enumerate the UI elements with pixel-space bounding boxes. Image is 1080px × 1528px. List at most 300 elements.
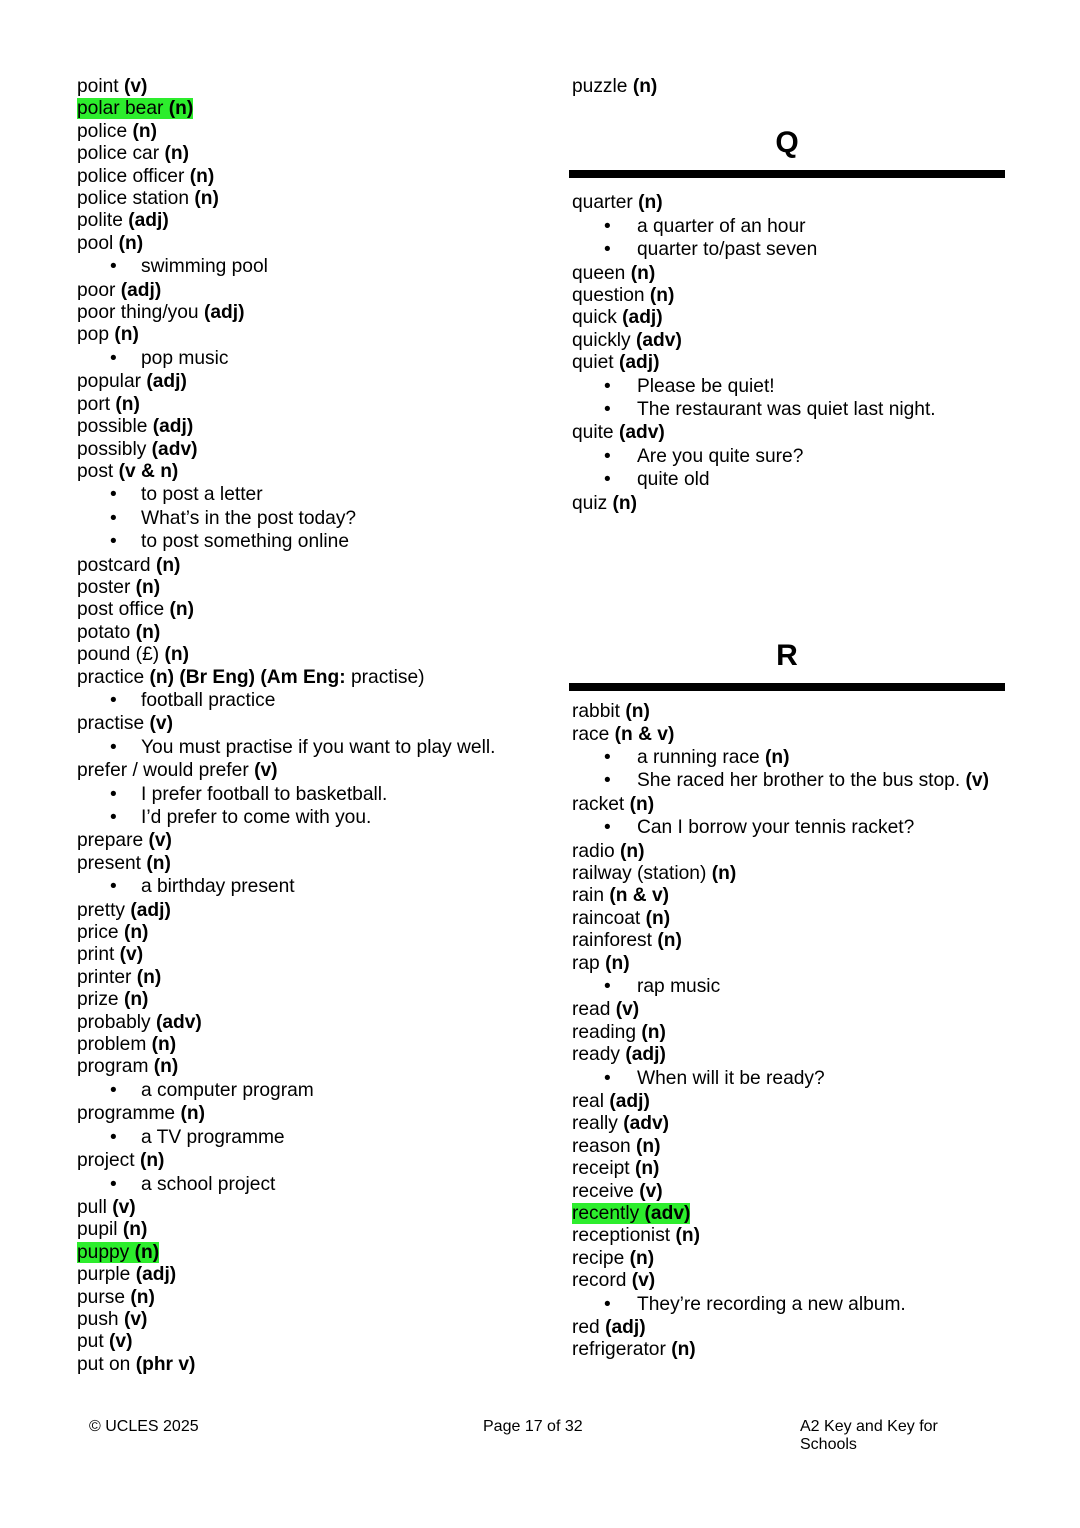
part-of-speech: (n) — [180, 1103, 205, 1125]
bullet-icon: • — [110, 736, 117, 758]
example-text: She raced her brother to the bus stop. — [637, 770, 966, 792]
headword: red — [572, 1317, 600, 1339]
headword: rap — [572, 952, 600, 974]
entry — [77, 1150, 547, 1172]
example-item — [572, 747, 1042, 769]
entry — [572, 841, 1042, 863]
entry — [77, 233, 547, 255]
entry — [572, 307, 1042, 329]
headword: quiz — [572, 492, 608, 514]
headword: receipt — [572, 1158, 630, 1180]
example-item — [572, 446, 1042, 468]
headword: receive — [572, 1180, 634, 1202]
headword-group — [572, 1136, 661, 1157]
headword: practice — [77, 666, 145, 688]
headword: real — [572, 1091, 604, 1112]
headword-group — [77, 644, 189, 665]
example-item — [77, 1080, 541, 1102]
part-of-speech: (n) — [139, 1150, 165, 1172]
example-item — [77, 531, 541, 553]
entry — [77, 98, 547, 120]
entry — [572, 263, 1042, 285]
entry — [572, 930, 1042, 952]
headword-group — [572, 1044, 666, 1065]
part-of-speech: (n) — [153, 1056, 179, 1078]
headword: quarter — [572, 192, 633, 214]
headword: recipe — [572, 1247, 625, 1269]
right-top-entries — [572, 76, 1042, 98]
headword: pool — [77, 232, 114, 254]
entry — [77, 439, 547, 461]
highlighted-headword — [77, 1242, 159, 1263]
example-item — [572, 1068, 1042, 1090]
headword-group — [77, 922, 148, 943]
headword-group — [77, 1219, 147, 1240]
headword: printer — [77, 966, 132, 988]
headword-group — [572, 307, 663, 328]
part-of-speech: (n) — [638, 192, 663, 214]
headword-group — [572, 76, 657, 97]
part-of-speech: (n) — [130, 1286, 155, 1308]
bullet-icon: • — [604, 375, 611, 397]
headword-group — [77, 1150, 164, 1171]
headword-group — [77, 121, 157, 142]
part-of-speech: (n) — [135, 576, 161, 598]
bullet-icon: • — [110, 507, 117, 529]
bullet-icon: • — [604, 817, 611, 839]
headword-group — [77, 1287, 155, 1308]
headword: racket — [572, 793, 625, 815]
example-text: When will it be ready? — [637, 1067, 825, 1089]
headword: radio — [572, 840, 615, 862]
example-item — [572, 469, 1042, 491]
entry — [77, 394, 547, 416]
right-column — [572, 76, 1042, 1362]
entry — [572, 1203, 1042, 1225]
headword-group — [77, 1034, 176, 1055]
part-of-speech: (adj) — [146, 371, 187, 393]
part-of-speech: (adj) — [203, 302, 245, 324]
entry — [572, 1091, 1042, 1113]
part-of-speech: (n & v) — [609, 885, 670, 907]
headword: polite — [77, 210, 123, 232]
entry — [572, 1339, 1042, 1361]
headword-group — [77, 1331, 132, 1352]
bullet-icon: • — [110, 256, 117, 278]
entry — [77, 853, 547, 875]
entry — [77, 1056, 547, 1078]
entry — [572, 885, 1042, 907]
headword-group — [572, 1091, 650, 1112]
part-of-speech: (n) — [132, 120, 157, 142]
headword: price — [77, 922, 119, 944]
entry — [77, 1197, 547, 1219]
headword-group — [572, 1248, 654, 1269]
headword: possible — [77, 416, 148, 438]
headword-group — [77, 280, 161, 301]
headword-group — [77, 461, 178, 482]
part-of-speech: (adv) — [155, 1011, 202, 1033]
headword-group — [572, 1339, 696, 1360]
part-of-speech: (n) — [657, 930, 682, 952]
part-of-speech: (adj) — [130, 899, 171, 921]
headword: prepare — [77, 830, 144, 852]
example-item — [572, 976, 1042, 998]
part-of-speech: (n) — [671, 1339, 696, 1361]
bullet-icon: • — [110, 347, 117, 369]
entry — [77, 166, 547, 188]
example-part-of-speech: (n) — [765, 746, 790, 768]
headword-group — [77, 394, 140, 415]
headword: quiet — [572, 352, 614, 374]
entry — [77, 1219, 547, 1241]
section-header-q — [569, 98, 1005, 192]
example-text: I prefer football to basketball. — [141, 783, 388, 805]
headword-group — [77, 1264, 176, 1285]
entry — [77, 121, 547, 143]
headword-group — [77, 76, 147, 97]
headword: practise — [77, 713, 145, 735]
headword: postcard — [77, 554, 151, 576]
headword-group — [77, 302, 244, 323]
headword: reading — [572, 1021, 637, 1043]
headword: present — [77, 852, 141, 874]
part-of-speech: (adj) — [618, 352, 660, 374]
example-item — [572, 239, 1042, 261]
part-of-speech: (n) — [168, 98, 194, 120]
bullet-icon: • — [110, 531, 117, 553]
entry — [77, 416, 547, 438]
entry — [572, 1248, 1042, 1270]
headword: programme — [77, 1103, 176, 1125]
headword-group — [77, 713, 173, 734]
headword-group — [77, 439, 198, 460]
part-of-speech: (v) — [123, 1308, 148, 1330]
headword: possibly — [77, 438, 147, 460]
example-text: rap music — [637, 975, 721, 997]
section-r-entries — [572, 701, 1042, 1362]
headword-group — [572, 863, 736, 884]
headword: pull — [77, 1196, 107, 1218]
part-of-speech: (adv) — [151, 438, 198, 460]
headword: put on — [77, 1353, 131, 1375]
footer-copyright: © UCLES 2025 — [89, 1418, 199, 1435]
headword-group — [77, 371, 187, 392]
entry — [572, 1136, 1042, 1158]
entry — [572, 1270, 1042, 1292]
part-of-speech: (n) — [115, 393, 140, 415]
headword: program — [77, 1056, 149, 1078]
entry — [572, 794, 1042, 816]
entry — [77, 1242, 547, 1264]
part-of-speech: (adj) — [128, 210, 169, 232]
example-item — [572, 1294, 1042, 1316]
example-item — [77, 1127, 541, 1149]
headword: prefer / would prefer — [77, 760, 249, 782]
part-of-speech: (adj) — [135, 1264, 177, 1286]
part-of-speech: (n) — [629, 793, 655, 815]
example-text: I’d prefer to come with you. — [141, 807, 372, 828]
example-text: quite old — [637, 469, 710, 491]
part-of-speech: (n) — [135, 621, 161, 643]
example-text: a TV programme — [141, 1126, 285, 1148]
bullet-icon: • — [604, 399, 611, 421]
example-text: You must practise if you want to play well. — [141, 736, 496, 758]
headword-group — [572, 330, 682, 351]
headword: polar bear — [77, 98, 164, 120]
entry — [77, 644, 547, 666]
entry — [77, 667, 547, 689]
entry — [77, 922, 547, 944]
footer-exam-name: A2 Key and Key for Schools — [800, 1418, 938, 1453]
example-text: Please be quiet! — [637, 375, 775, 397]
entry — [77, 143, 547, 165]
headword: push — [77, 1308, 119, 1330]
example-item — [572, 216, 1042, 238]
headword-group — [77, 1197, 136, 1218]
bullet-icon: • — [604, 1067, 611, 1089]
bullet-icon: • — [604, 239, 611, 261]
headword-group — [572, 1113, 669, 1134]
headword: poor — [77, 279, 116, 301]
headword: pupil — [77, 1219, 118, 1241]
entry — [572, 352, 1042, 374]
headword: poor thing/you — [77, 302, 199, 324]
example-text: quarter to/past seven — [637, 239, 818, 261]
headword: question — [572, 285, 645, 307]
headword-group — [77, 166, 214, 187]
part-of-speech: (v) — [639, 1180, 663, 1202]
headword-group — [77, 1012, 202, 1033]
example-item — [77, 1174, 541, 1196]
part-of-speech: (n) — [612, 492, 638, 514]
entry — [572, 330, 1042, 352]
headword: purple — [77, 1264, 131, 1286]
entry — [572, 1181, 1042, 1203]
headword-group — [572, 1181, 663, 1202]
part-of-speech: (v) — [149, 713, 173, 735]
headword-group — [572, 285, 674, 306]
headword-group — [572, 1270, 655, 1291]
part-of-speech: (n) — [620, 840, 645, 862]
example-item — [572, 399, 1042, 421]
example-item — [572, 817, 1042, 839]
headword: recently — [572, 1203, 640, 1225]
entry — [77, 944, 547, 966]
example-text: a quarter of an hour — [637, 215, 806, 237]
entry — [572, 192, 1042, 214]
part-of-speech: (n) — [641, 1021, 666, 1043]
part-of-speech: (v) — [148, 830, 172, 852]
headword-group — [572, 263, 655, 284]
entry — [572, 285, 1042, 307]
headword: pound (£) — [77, 644, 160, 666]
entry — [77, 713, 547, 735]
headword-group — [77, 989, 148, 1010]
headword: puzzle — [572, 76, 628, 97]
part-of-speech: (n) — [189, 165, 215, 187]
bullet-icon: • — [110, 807, 117, 828]
headword: pretty — [77, 899, 125, 921]
headword: port — [77, 393, 111, 415]
part-of-speech: (n) — [123, 922, 149, 944]
headword-group — [77, 233, 143, 254]
example-item — [77, 348, 541, 370]
headword-group — [77, 944, 143, 965]
section-rule-r — [569, 683, 1005, 691]
headword: police car — [77, 143, 160, 165]
part-of-speech: (n) — [630, 262, 656, 284]
entry — [572, 724, 1042, 746]
entry — [77, 1103, 547, 1125]
part-of-speech: (n) — [164, 143, 189, 165]
headword: ready — [572, 1044, 620, 1066]
example-part-of-speech: (v) — [965, 770, 989, 792]
headword: police station — [77, 188, 189, 210]
entry — [572, 1113, 1042, 1135]
entry — [77, 371, 547, 393]
headword-group — [77, 1103, 205, 1124]
part-of-speech: (v) — [254, 760, 278, 782]
headword: railway (station) — [572, 862, 707, 884]
headword-group — [77, 143, 189, 164]
entry — [77, 555, 547, 577]
headword: quite — [572, 422, 614, 444]
example-text: Are you quite sure? — [637, 445, 804, 467]
headword-group — [77, 324, 139, 345]
headword-note: practise) — [345, 666, 425, 688]
headword: quickly — [572, 329, 631, 351]
entry — [572, 1044, 1042, 1066]
part-of-speech: (n) — [605, 952, 630, 974]
headword: police officer — [77, 165, 185, 187]
section-header-r — [569, 611, 1005, 705]
bullet-icon: • — [604, 975, 611, 997]
headword: project — [77, 1150, 135, 1172]
footer-page-number: Page 17 of 32 — [483, 1418, 583, 1435]
headword: point — [77, 76, 119, 97]
headword: raincoat — [572, 907, 641, 929]
bullet-icon: • — [604, 445, 611, 467]
headword: record — [572, 1270, 627, 1292]
entry — [77, 280, 547, 302]
headword-group — [77, 577, 160, 598]
part-of-speech: (adj) — [625, 1044, 666, 1066]
bullet-icon: • — [604, 215, 611, 237]
part-of-speech: (v) — [109, 1331, 133, 1353]
headword: pop — [77, 324, 110, 346]
headword-group — [572, 1225, 700, 1246]
example-text: to post something online — [141, 531, 349, 553]
entry — [572, 953, 1042, 975]
entry — [572, 999, 1042, 1021]
part-of-speech: (v) — [123, 76, 148, 97]
headword: purse — [77, 1286, 125, 1308]
example-item — [572, 376, 1042, 398]
headword: police — [77, 120, 128, 142]
entry — [77, 1264, 547, 1286]
headword-group — [77, 599, 194, 620]
part-of-speech: (adj) — [609, 1091, 650, 1112]
headword-group — [572, 724, 674, 745]
part-of-speech: (n) — [634, 1158, 660, 1180]
bullet-icon: • — [110, 1173, 117, 1195]
entry — [572, 908, 1042, 930]
example-item — [77, 876, 541, 898]
section-letter-q: Q — [775, 126, 799, 160]
headword: prize — [77, 989, 119, 1011]
headword-group — [572, 999, 639, 1020]
headword: put — [77, 1331, 104, 1353]
left-column — [77, 76, 547, 1376]
entry — [572, 493, 1042, 515]
part-of-speech: (n & v) — [614, 723, 675, 745]
headword-group — [572, 192, 663, 213]
part-of-speech: (adv) — [636, 329, 682, 351]
entry — [77, 76, 547, 98]
headword: really — [572, 1113, 618, 1135]
part-of-speech: (adv) — [623, 1113, 670, 1135]
part-of-speech: (n) — [632, 76, 658, 97]
headword: problem — [77, 1034, 147, 1056]
headword: poster — [77, 576, 131, 598]
part-of-speech: (adj) — [152, 416, 194, 438]
entry — [77, 188, 547, 210]
part-of-speech: (n) — [114, 324, 139, 346]
section-rule-q — [569, 170, 1005, 178]
headword: post — [77, 460, 114, 482]
section-letter-r: R — [776, 639, 798, 673]
entry — [77, 989, 547, 1011]
example-item — [77, 807, 541, 829]
entry — [77, 900, 547, 922]
part-of-speech: (v & n) — [118, 460, 179, 482]
example-text: swimming pool — [141, 256, 268, 278]
headword-group — [77, 853, 171, 874]
example-text: a school project — [141, 1173, 276, 1195]
headword: popular — [77, 371, 142, 393]
headword: puppy — [77, 1241, 130, 1263]
part-of-speech: (n) — [675, 1225, 700, 1247]
headword: refrigerator — [572, 1339, 666, 1361]
bullet-icon: • — [110, 1126, 117, 1148]
entry — [77, 210, 547, 232]
section-q-entries — [572, 192, 1042, 515]
part-of-speech: (n) — [649, 285, 675, 307]
example-text: They’re recording a new album. — [637, 1293, 906, 1315]
headword-group — [77, 188, 219, 209]
part-of-speech: (v) — [631, 1270, 656, 1292]
part-of-speech: (n) — [164, 644, 189, 666]
entry — [77, 1309, 547, 1331]
headword-group — [77, 1354, 195, 1375]
headword-group — [572, 885, 669, 906]
entry — [572, 422, 1042, 444]
headword: post office — [77, 599, 165, 621]
example-text: What’s in the post today? — [141, 507, 357, 529]
bullet-icon: • — [604, 1293, 611, 1315]
example-text: Can I borrow your tennis racket? — [637, 817, 915, 839]
headword-group — [77, 210, 169, 231]
part-of-speech: (n) — [636, 1135, 661, 1157]
headword-group — [77, 416, 193, 437]
headword-group — [77, 667, 346, 688]
bullet-icon: • — [604, 770, 611, 792]
entry — [77, 830, 547, 852]
example-item — [77, 690, 541, 712]
entry — [77, 1354, 547, 1376]
part-of-speech: (adj) — [605, 1317, 646, 1339]
